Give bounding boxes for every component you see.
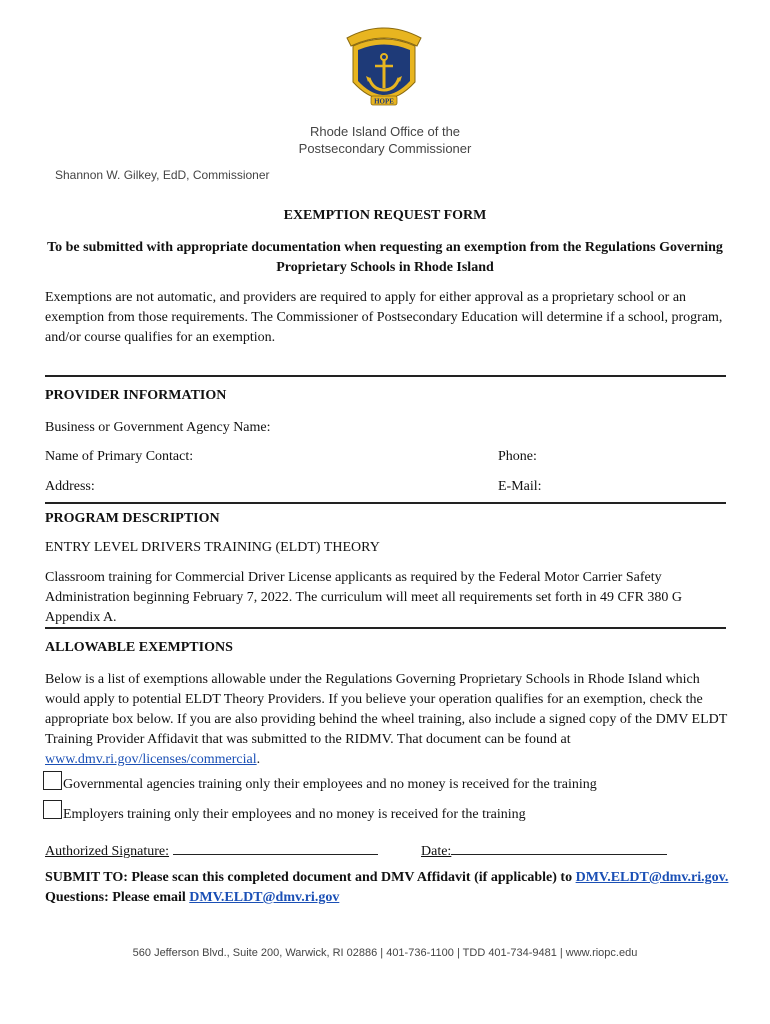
section-divider bbox=[45, 502, 726, 504]
commissioner-name: Shannon W. Gilkey, EdD, Commissioner bbox=[55, 168, 270, 182]
provider-heading: PROVIDER INFORMATION bbox=[45, 388, 227, 403]
section-divider bbox=[45, 375, 726, 377]
business-name-label: Business or Government Agency Name: bbox=[45, 420, 271, 435]
address-label: Address: bbox=[45, 479, 95, 494]
signature-row bbox=[45, 840, 378, 860]
office-name-line-2: Postsecondary Commissioner bbox=[298, 141, 472, 156]
submit-instructions bbox=[45, 868, 735, 908]
dmv-commercial-link[interactable]: www.dmv.ri.gov/licenses/commercial bbox=[45, 752, 257, 767]
email-label: E-Mail: bbox=[498, 479, 542, 494]
date-field[interactable] bbox=[451, 840, 667, 855]
exemptions-body-end: . bbox=[256, 752, 261, 767]
phone-label: Phone: bbox=[498, 449, 537, 464]
exemptions-body: Below is a list of exemptions allowable under the Regulations Governing Proprietary Schools in Rhode Island which would apply to potential ELDT Theory Providers. If you believe your operation qualifies for an exemption, check the appropriate box below. If you are also providing behind the wheel training, also include a signed copy of the DMV ELDT Training Provider Affidavit that was submitted to the RIDMV. That document can be found at bbox=[45, 672, 728, 747]
exemptions-paragraph bbox=[45, 670, 730, 770]
questions-text: Questions: Please email bbox=[45, 890, 190, 905]
employers-checkbox[interactable] bbox=[43, 800, 62, 819]
rhode-island-seal-logo bbox=[341, 20, 427, 116]
program-heading: PROGRAM DESCRIPTION bbox=[45, 511, 220, 526]
authorized-signature-label: Authorized Signature: bbox=[45, 844, 170, 859]
submit-prefix: SUBMIT TO: Please scan this completed document and DMV Affidavit (if applicable) to bbox=[45, 870, 576, 885]
exemptions-heading: ALLOWABLE EXEMPTIONS bbox=[45, 640, 233, 655]
svg-text:HOPE: HOPE bbox=[374, 97, 394, 106]
office-name-line-1: Rhode Island Office of the bbox=[309, 124, 461, 139]
footer-address: 560 Jefferson Blvd., Suite 200, Warwick, RI 02886 | 401-736-1100 | TDD 401-734-9481 | www.riopc.edu bbox=[132, 947, 638, 959]
date-row bbox=[421, 840, 667, 860]
form-title: EXEMPTION REQUEST FORM bbox=[283, 208, 487, 223]
form-subtitle: To be submitted with appropriate documentation when requesting an exemption from the Regulations Governing Proprietary Schools in Rhode Island bbox=[47, 240, 723, 275]
governmental-agencies-option-label: Governmental agencies training only their employees and no money is received for the training bbox=[63, 777, 597, 792]
program-description: Classroom training for Commercial Driver License applicants as required by the Federal Motor Carrier Safety Administration beginning February 7, 2022. The curriculum will meet all requirements set forth in 49 CFR 380 G Appendix A. bbox=[45, 570, 683, 625]
program-name: ENTRY LEVEL DRIVERS TRAINING (ELDT) THEORY bbox=[45, 540, 380, 555]
date-label: Date: bbox=[421, 844, 452, 859]
governmental-agencies-checkbox[interactable] bbox=[43, 771, 62, 790]
intro-paragraph: Exemptions are not automatic, and providers are required to apply for either approval as a proprietary school or an exemption from those requirements. The Commissioner of Postsecondary Education will determine if a school, program, and/or course qualifies for an exemption. bbox=[45, 290, 723, 345]
section-divider bbox=[45, 627, 726, 629]
questions-email-link[interactable]: DMV.ELDT@dmv.ri.gov bbox=[189, 890, 340, 905]
employers-option-label: Employers training only their employees and no money is received for the training bbox=[63, 807, 526, 822]
primary-contact-label: Name of Primary Contact: bbox=[45, 449, 194, 464]
signature-field[interactable] bbox=[173, 840, 378, 855]
submit-email-link[interactable]: DMV.ELDT@dmv.ri.gov. bbox=[575, 870, 729, 885]
